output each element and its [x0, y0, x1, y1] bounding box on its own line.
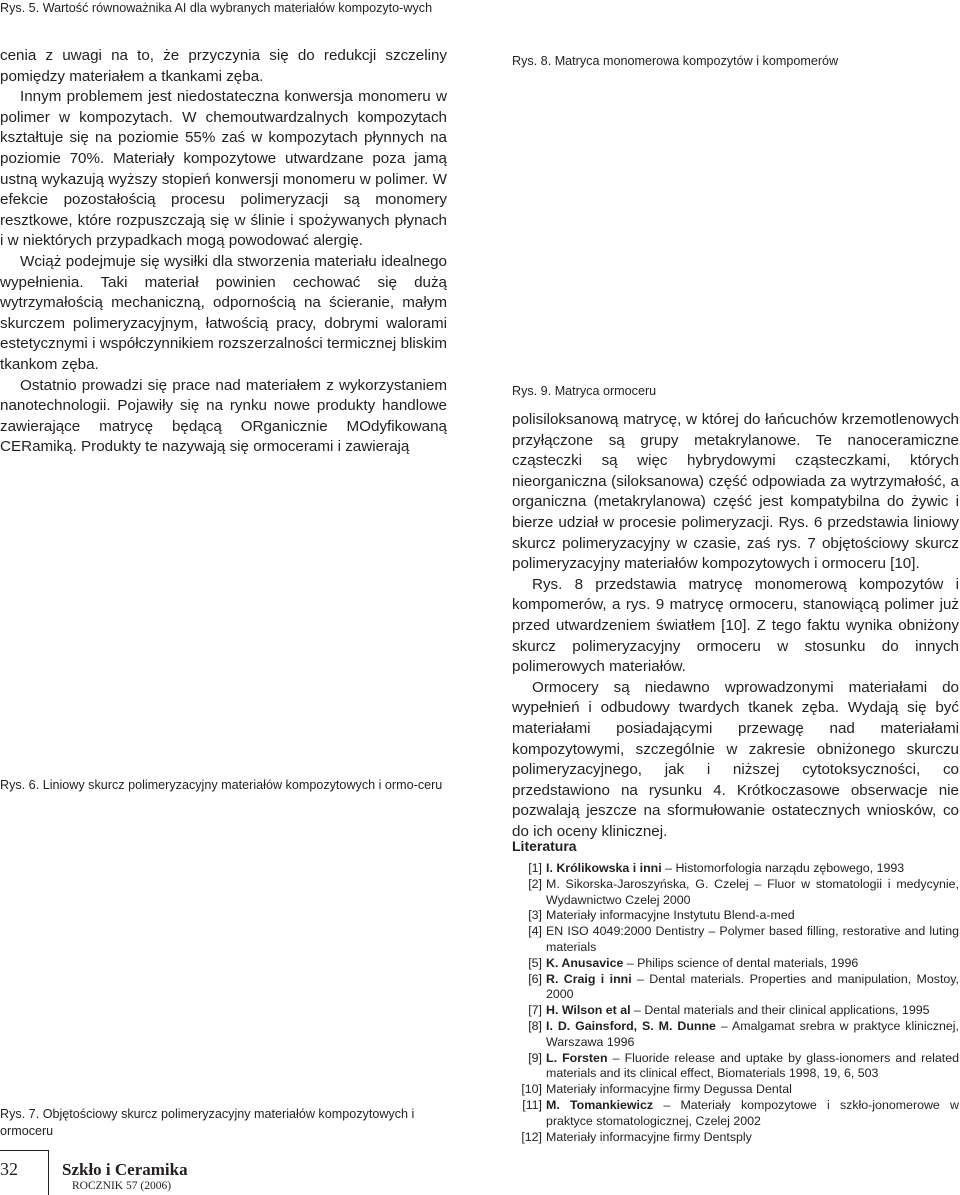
caption-rys8: Rys. 8. Matryca monomerowa kompozytów i kompomerów [512, 54, 839, 68]
paragraph: Ormocery są niedawno wprowadzonymi materiałami do wypełnień i odbudowy twardych tkanek zęba. Wydają się być materiałami posiadającymi przewagę nad materiałami kompozytowymi, szczególnie w zakresie obniżonego skurczu polimeryzacyjnego, jak i niższej cytotoksyczności, co przedstawiono na rysunku 4. Krótkoczasowe obserwacje nie pozwalają jeszcze na sformułowanie ostatecznych wniosków, co do ich oceny klinicznej. [512, 678, 959, 840]
reference-number: [8] [528, 1018, 542, 1033]
reference-author: K. Anusavice [546, 955, 624, 970]
references-heading: Literatura [512, 838, 577, 854]
reference-author: R. Craig i inni [546, 971, 632, 986]
left-column [0, 46, 447, 458]
footer-rule [0, 1150, 48, 1151]
page-number: 32 [0, 1159, 18, 1179]
reference-text [546, 1003, 959, 1019]
paragraph: Wciąż podejmuje się wysiłki dla stworzenia materiału idealnego wypełnienia. Taki materiał powinien cechować się dużą wytrzymałością mechaniczną, odpornością na ścieranie, małym skurczem polimeryzacyjnym, łatwością pracy, dobrymi walorami estetycznymi i współczynnikiem rozszerzalności termicznej bliskim tkankom zęba. [0, 252, 447, 373]
reference-number: [6] [528, 971, 542, 986]
reference-text [546, 956, 959, 972]
reference-title: Materiały informacyjne Instytutu Blend-a-med [546, 908, 795, 923]
reference-title: – Dental materials. Properties and manipulation, Mostoy, 2000 [546, 971, 959, 1002]
reference-text [546, 1082, 959, 1098]
reference-text [546, 908, 959, 924]
reference-item [512, 1130, 959, 1146]
reference-number: [12] [521, 1129, 542, 1144]
reference-item [512, 908, 959, 924]
reference-title: – Amalgamat srebra w praktyce klinicznej, Warszawa 1996 [546, 1018, 960, 1049]
reference-title: EN ISO 4049:2000 Dentistry – Polymer based filling, restorative and luting materials [546, 924, 959, 954]
reference-item [512, 956, 959, 972]
reference-item [512, 1051, 959, 1083]
reference-author: I. D. Gainsford, S. M. Dunne [546, 1018, 716, 1033]
reference-author: L. Forsten [546, 1050, 608, 1065]
reference-author: I. Królikowska i inni [546, 861, 662, 875]
reference-number: [3] [528, 908, 542, 923]
caption-rys7: Rys. 7. Objętościowy skurcz polimeryzacyjny materiałów kompozytowych i ormoceru [0, 1107, 415, 1138]
reference-number: [2] [528, 876, 542, 891]
reference-item [512, 1019, 959, 1051]
reference-item [512, 877, 959, 909]
reference-text [546, 1019, 959, 1051]
reference-number: [10] [521, 1082, 542, 1097]
reference-text [546, 1098, 959, 1130]
reference-number: [11] [522, 1097, 542, 1112]
reference-text [546, 924, 959, 956]
paragraph: polisiloksanową matrycę, w której do łańcuchów krzemotlenowych przyłączone są grupy metakrylanowe. Te nanoceramiczne cząsteczki są więc hybrydowymi cząsteczkami, których nieorganiczna (siloksanowa) część odpowiada za wytrzymałość, a organiczna (metakrylanowa) część jest kompatybilna do żywic i bierze udział w procesie polimeryzacji. Rys. 6 przedstawia liniowy skurcz polimeryzacyjny w czasie, zaś rys. 7 objętościowy skurcz polimeryzacyjny materiałów kompozytowych i ormoceru [10]. [512, 411, 959, 573]
reference-number: [5] [528, 955, 542, 970]
reference-title: – Materiały kompozytowe i szkło-jonomerowe w praktyce stomatologicznej, Czelej 2002 [546, 1097, 959, 1128]
right-column [512, 410, 959, 842]
paragraph: Ostatnio prowadzi się prace nad materiałem z wykorzystaniem nanotechnologii. Pojawiły się na rynku nowe produkty handlowe zawierające matrycę będącą ORganicznie MOdyfikowaną CERamiką. Produkty te nazywają się ormocerami i zawierają [0, 376, 447, 456]
reference-text [546, 1051, 959, 1083]
paragraph: Rys. 8 przedstawia matrycę monomerową kompozytów i kompomerów, a rys. 9 matrycę ormoceru, stanowiącą polimer już przed utwardzeniem światłem [10]. Z tego faktu wynika obniżony skurcz polimeryzacyjny ormoceru w stosunku do innych polimerowych materiałów. [512, 575, 959, 676]
references-list [512, 861, 959, 1145]
reference-number: [1] [528, 861, 542, 875]
reference-item [512, 861, 959, 877]
journal-volume: ROCZNIK 57 (2006) [72, 1180, 172, 1192]
reference-item [512, 924, 959, 956]
reference-title: M. Sikorska-Jaroszyńska, G. Czelej – Fluor w stomatologii i medycynie, Wydawnictwo Czelej 2000 [546, 876, 959, 907]
reference-text [546, 877, 959, 909]
journal-title: Szkło i Ceramika [62, 1160, 188, 1179]
footer-divider [48, 1150, 49, 1195]
reference-item [512, 1003, 959, 1019]
reference-author: M. Tomankiewicz [546, 1097, 654, 1112]
caption-rys5: Rys. 5. Wartość równoważnika AI dla wybranych materiałów kompozyto-wych [0, 1, 433, 15]
reference-title: – Philips science of dental materials, 1996 [623, 955, 859, 970]
reference-title: – Fluoride release and uptake by glass-ionomers and related materials and its clinical effect, Biomaterials 1998, 19, 6, 503 [546, 1050, 960, 1081]
reference-item [512, 1098, 959, 1130]
caption-rys9: Rys. 9. Matryca ormoceru [512, 384, 657, 398]
reference-title: – Dental materials and their clinical applications, 1995 [630, 1003, 930, 1018]
reference-number: [4] [528, 924, 542, 939]
reference-number: [9] [528, 1050, 542, 1065]
reference-title: – Histomorfologia narządu zębowego, 1993 [661, 861, 905, 875]
paragraph: cenia z uwagi na to, że przyczynia się do redukcji szczeliny pomiędzy materiałem a tkankami zęba. [0, 47, 447, 85]
paragraph: Innym problemem jest niedostateczna konwersja monomeru w polimer w kompozytach. W chemoutwardzalnych kompozytach kształtuje się na poziomie 55% zaś w kompozytach płynnych na poziomie 70%. Materiały kompozytowe utwardzane poza jamą ustną wykazują wyższy stopień konwersji monomeru w polimer. W efekcie pozostałością procesu polimeryzacji są monomery resztkowe, które rozpuszczają się w ślinie i spożywanych płynach i w niektórych przypadkach mogą powodować alergię. [0, 88, 447, 250]
reference-title: Materiały informacyjne firmy Degussa Dental [546, 1082, 792, 1097]
reference-title: Materiały informacyjne firmy Dentsply [546, 1129, 752, 1144]
reference-item [512, 1082, 959, 1098]
caption-rys6: Rys. 6. Liniowy skurcz polimeryzacyjny materiałów kompozytowych i ormo-ceru [0, 778, 443, 792]
reference-item [512, 972, 959, 1004]
reference-text [546, 1130, 959, 1146]
reference-number: [7] [528, 1003, 542, 1018]
reference-text [546, 972, 959, 1004]
reference-text [546, 861, 959, 877]
reference-author: H. Wilson et al [546, 1003, 631, 1018]
